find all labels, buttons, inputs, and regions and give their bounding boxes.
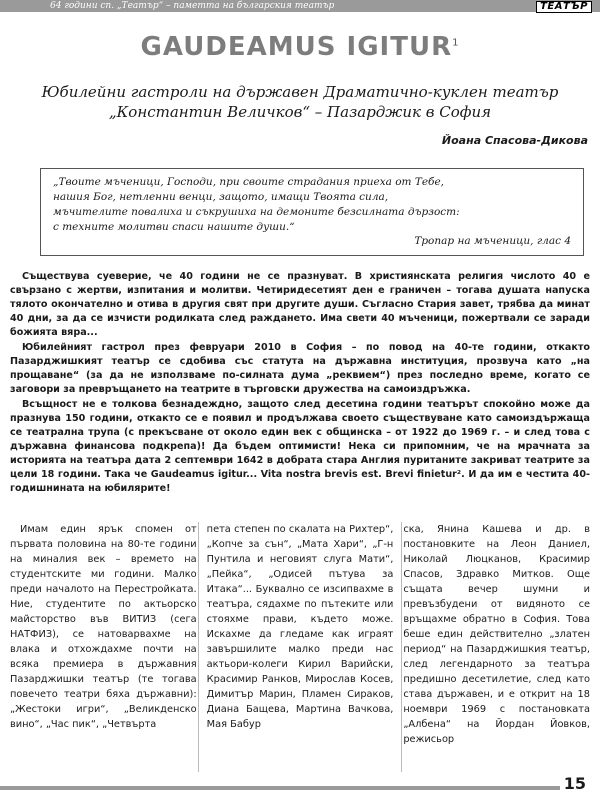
column-text: ска, Янина Кашева и др. в постановките на Леон Даниел, Николай Люцканов, Красимир Спасов, Здравко Митков. Още същата вечер шумни и превъзбудени от видяното се връщахме обратно в София. Това беше един действително „златен период“ на Пазарджишкия театър, след легендарното за театъра предишно десетилетие, след като става държавен, и е открит на 18 ноември 1969 с постановката „Албена“ на Йордан Йовков, режисьор	[403, 524, 590, 745]
intro-paragraph: Съществува суеверие, че 40 години не се празнуват. В християнската религия числото 40 е свързано с жертви, изпитания и молитви. Четиридесетият ден е граничен – тогава душата напуска тялото окончателно и отива в другия свят при другите души. Съгласно Стария завет, трябва да минат 40 дни, за да се изчисти родилката след раждането. Има свети 40 мъченици, пожертвали се заради божията вяра...	[10, 271, 590, 338]
footnote-marker: 1	[452, 37, 460, 49]
subtitle-line: „Константин Величков“ – Пазарджик в София	[108, 103, 492, 121]
intro-paragraph: Всъщност не е толкова безнадеждно, защото след десетина години театърът спокойно може да празнува 150 години, откакто се е появил и продължава своето съществуване като самоиздържаща се театрална трупа (с прекъсване от около един век с общинска – от 1922 до 1969 г. – и след това с държавна финансова подкрепа)! Да бъдем оптимисти! Нека си припомним, че на мрачната за историята на театъра дата 2 септември 1642 в добрата стара Англия пуританите закриват театрите за цели 18 години. Така че Gaudeamus igitur... Vita nostra brevis est. Brevi finietur². И да им е честита 40-годишнината на юбилярите!	[10, 399, 590, 494]
column-text: Имам един ярък спомен от първата половина на 80-те години на миналия век – времето на студентските ми години. Малко преди началото на Перестройката. Ние, студентите по актьорско майсторство във ВИТИЗ (сега НАТФИЗ), се натоварвахме на влака и отхождахме почти на всяка премиера в държавния Пазарджишки театър (те тогава повечето театри бяха държавни): „Жестоки игри“, „Великденско вино“, „Час пик“, „Четвърта	[10, 524, 197, 730]
author-byline: Йоана Спасова-Дикова	[441, 134, 588, 147]
epigraph-line: „Твоите мъченици, Господи, при своите страдания приеха от Тебе,	[53, 176, 445, 188]
page-number: 15	[563, 774, 586, 793]
column-divider	[198, 522, 199, 772]
intro-text	[10, 270, 590, 497]
column-text: пета степен по скалата на Рихтер“, „Копче за сън“, „Мата Хари“, „Г-н Пунтила и неговият слуга Мати“, „Пейка“, „Одисей пътува за Итака“... Буквално се изсипвахме в театъра, сядахме по пътеките или стояхме прави, където може. Искахме да гледаме как играят завършилите малко преди нас актьори-колеги Кирил Варийски, Красимир Ранков, Мирослав Косев, Димитър Марин, Пламен Сираков, Диана Бащева, Мартина Вачкова, Мая Бабур	[206, 524, 394, 730]
article-subtitle	[20, 82, 580, 122]
epigraph-attribution: Тропар на мъченици, глас 4	[414, 235, 571, 247]
epigraph-line: нашия Бог, нетленни венци, защото, имащи Твоята сила,	[53, 191, 389, 203]
body-column-1	[10, 522, 197, 778]
body-column-3	[403, 522, 590, 778]
epigraph-line: мъчителите повалиха и съкрушиха на демоните безсилната дързост:	[53, 206, 460, 218]
article-title-text: GAUDEAMUS IGITUR	[140, 32, 453, 62]
magazine-logo: ТЕАТЪР	[536, 1, 592, 13]
column-divider	[401, 522, 402, 772]
footer-rule	[0, 786, 560, 790]
article-title	[0, 32, 600, 62]
body-column-2	[207, 522, 394, 778]
intro-paragraph: Юбилейният гастрол през февруари 2010 в София – по повод на 40-те години, откакто Пазарджишкият театър се сдобива със статута на държавна институция, прозвуча като „на прощаване“ (за да не използваме по-силната дума „реквием“) през последно време, когато се заговори за превръщането на театрите в търговски дружества на самоиздръжка.	[10, 342, 590, 395]
running-head: 64 години сп. „Театър“ – паметта на българския театър	[50, 1, 335, 11]
running-head-bar	[0, 0, 600, 12]
body-columns	[10, 522, 590, 778]
epigraph-box	[40, 168, 584, 256]
epigraph-line: с техните молитви спаси нашите души.“	[53, 221, 295, 233]
subtitle-line: Юбилейни гастроли на държавен Драматично-куклен театър	[41, 83, 559, 101]
